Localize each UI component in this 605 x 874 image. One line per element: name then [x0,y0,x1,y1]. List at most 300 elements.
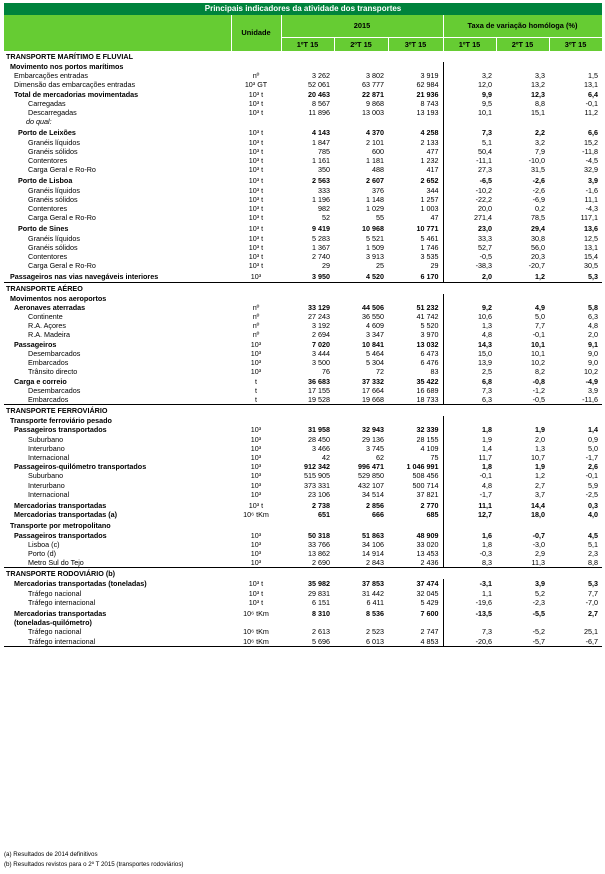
value-cell: 27 243 [308,312,330,322]
table-row [4,99,602,108]
rate-cell: 20,3 [531,252,545,262]
row-unit: 10³ [250,367,262,377]
rate-cell: 6,4 [588,89,599,99]
rate-cell: 2,7 [535,480,545,490]
row-unit: 10³ [250,558,262,568]
row-label: Transporte ferroviário pesado [10,416,112,426]
value-cell [281,519,334,530]
value-cell: 47 [388,213,443,222]
table-row [4,453,602,462]
value-cell: 33 766 [308,539,330,549]
row-label: Passageiros-quilómetro transportados [14,462,147,472]
value-cell: 8 743 [388,99,443,108]
value-cell: 17 664 [362,385,384,395]
rate-cell [496,416,549,425]
rate-cell: 27,3 [478,165,492,175]
row-label: Contentores [28,156,68,166]
rate-cell: 271,4 [474,213,492,223]
rate-cell: 8,3 [482,558,492,568]
row-label: Internacional [28,452,70,462]
value-cell: 2 694 [312,330,330,340]
rate-cell: 5,3 [588,579,599,589]
row-label: Movimento nos portos marítimos [10,62,124,71]
table-row [4,531,602,540]
table-row [4,330,602,339]
row-unit: t [255,376,257,386]
row-label: Internacional [28,489,70,499]
table-row [4,425,602,434]
rate-cell: 5,2 [535,588,545,598]
value-cell: 912 342 [304,462,330,472]
rate-cell: 2,7 [588,608,599,618]
table-row [4,156,602,165]
value-cell: 17 155 [308,385,330,395]
value-cell: 417 [388,165,443,174]
value-cell: 37 853 [362,579,384,589]
rate-cell: 11,7 [478,452,492,462]
rate-cell [443,294,496,303]
rate-cell: -13,5 [475,608,492,618]
value-cell: 515 905 [304,471,330,481]
rate-cell: 10,7 [531,452,545,462]
value-cell: 16 689 [388,386,443,395]
indicators-table [4,3,603,647]
value-cell: 5 429 [388,598,443,607]
rate-cell: 6,8 [482,376,492,386]
section-title: TRANSPORTE FERROVIÁRIO [4,405,602,417]
rate-cell: 50,4 [478,146,492,156]
value-cell: 5 521 [366,233,384,243]
rate-cell: -0,1 [479,471,492,481]
table-row [4,270,602,282]
rate-cell: 33,3 [478,233,492,243]
row-label: Suburbano [28,434,64,444]
value-cell: 1 181 [366,156,384,166]
row-label: Transporte por metropolitano [10,521,111,531]
row-unit: 10³ [250,530,262,540]
value-cell: 2 652 [388,174,443,185]
rate-cell: -1,7 [479,489,492,499]
row-unit: 10³ [250,480,262,490]
rate-cell: 30,8 [531,233,545,243]
rate-cell: 8,2 [535,367,545,377]
row-unit: 10³ t [248,194,264,204]
value-cell: 10 968 [362,224,384,234]
value-cell: 51 232 [388,303,443,312]
row-unit: nº [252,321,260,331]
value-cell: 1 746 [388,243,443,252]
value-cell: 4 853 [388,637,443,647]
rate-cell: 9,2 [482,302,492,312]
value-cell: 600 [372,146,384,156]
value-cell: 75 [388,453,443,462]
table-row [4,62,602,71]
value-cell: 6 476 [388,358,443,367]
value-cell: 5 304 [366,358,384,368]
value-cell [281,62,334,71]
row-unit: 10³ [250,539,262,549]
value-cell: 5 520 [388,321,443,330]
value-cell: 31 442 [362,588,384,598]
value-cell: 32 943 [362,425,384,435]
value-cell [334,294,388,303]
rate-cell: 12,3 [531,89,545,99]
row-label: Desembarcados [28,385,81,395]
rate-cell [549,618,602,627]
row-unit: 10³ t [248,204,264,214]
value-cell: 3 970 [388,330,443,339]
value-cell: 2 523 [366,627,384,637]
row-label: Continente [28,312,63,322]
footnotes [4,850,184,870]
row-label: Interurbano [28,443,65,453]
rate-cell: 1,1 [482,588,492,598]
rate-cell: 10,6 [478,312,492,322]
rate-cell [496,519,549,530]
row-unit: 10³ t [248,165,264,175]
rate-cell: 11,1 [584,194,599,204]
table-row [4,90,602,99]
rate-cell: -0,5 [479,252,492,262]
header-quarter: 3ºT 15 [388,38,443,52]
value-cell: 18 733 [388,395,443,405]
rate-cell: 2,9 [535,548,545,558]
value-cell: 2 436 [388,558,443,568]
value-cell: 34 514 [362,489,384,499]
value-cell: 76 [322,367,330,377]
rate-cell: 3,7 [535,489,545,499]
rate-cell: -6,5 [479,176,492,186]
value-cell: 3 192 [312,321,330,331]
value-cell [281,618,334,627]
table-row [4,607,602,618]
value-cell: 8 536 [366,608,384,618]
rate-cell: 7,3 [482,128,492,138]
rate-cell: 2,0 [482,272,492,282]
row-label: Passageiros transportados [14,530,107,540]
value-cell: 6 170 [388,270,443,282]
rate-cell: -19,6 [475,597,492,607]
value-cell: 9 868 [366,98,384,108]
rate-cell: -0,3 [479,548,492,558]
table-row [4,340,602,349]
value-cell: 34 106 [362,539,384,549]
value-cell: 13 003 [362,108,384,118]
row-label: Embarcados [28,394,69,404]
row-unit: 10⁶ tKm [243,510,269,520]
table-row [4,471,602,480]
row-label: Embarcações entradas [14,71,88,81]
rate-cell: -7,0 [585,597,599,607]
row-label: Total de mercadorias movimentadas [14,89,139,99]
rate-cell: 11,1 [478,500,492,510]
row-unit [231,294,281,303]
rate-cell: 9,0 [588,358,599,368]
value-cell: 37 821 [388,490,443,499]
rate-cell: 117,1 [580,213,599,223]
value-cell [281,416,334,425]
row-label: Granéis líquidos [28,233,80,243]
value-cell: 35 982 [308,579,330,589]
value-cell: 37 332 [362,376,384,386]
table-row [4,222,602,233]
value-cell: 9 419 [312,224,330,234]
table-row [4,213,602,222]
value-cell [388,618,443,627]
value-cell: 1 046 991 [388,462,443,471]
row-unit: 10³ [250,462,262,472]
value-cell: 83 [388,367,443,376]
value-cell: 13 193 [388,108,443,117]
row-unit: 10³ t [248,128,264,138]
table-row [4,462,602,471]
rate-cell: -2,5 [585,489,599,499]
table-row [4,80,602,89]
row-unit: nº [252,330,260,340]
section-row [4,405,602,417]
value-cell: 29 [388,261,443,270]
rate-cell: 13,9 [478,358,492,368]
table-row [4,252,602,261]
row-unit: 10³ t [248,224,264,234]
table-row [4,186,602,195]
rate-cell: -11,8 [582,146,599,156]
value-cell: 31 958 [308,425,330,435]
row-label: Porto de Leixões [18,128,76,138]
value-cell: 22 871 [362,89,384,99]
value-cell: 13 453 [388,549,443,558]
rate-cell [443,519,496,530]
rate-cell: 15,2 [584,137,599,147]
rate-cell: 7,3 [482,385,492,395]
value-cell: 5 696 [281,637,334,647]
rate-cell [549,62,602,71]
value-cell: 685 [388,510,443,519]
table-row [4,367,602,376]
value-cell: 333 [318,185,330,195]
rate-cell: 2,0 [588,330,599,340]
rate-cell: 4,8 [482,330,492,340]
value-cell: 344 [388,186,443,195]
row-unit [231,416,281,425]
table-row [4,549,602,558]
value-cell: 2 843 [366,558,384,568]
row-unit: 10³ [250,434,262,444]
value-cell: 14 914 [362,548,384,558]
footnote: (b) Resultados revistos para o 2º T 2015 (transportes rodoviários) [4,861,184,868]
rate-cell: 1,4 [588,425,599,435]
rate-cell: 4,9 [535,302,545,312]
table-row [4,126,602,137]
row-unit: 10³ [250,452,262,462]
value-cell: 52 061 [308,80,330,90]
rate-cell: -1,7 [585,452,599,462]
rate-cell [549,294,602,303]
value-cell: 21 936 [388,90,443,99]
value-cell: 11 896 [308,108,330,118]
rate-cell: 5,9 [588,480,599,490]
value-cell: 2 563 [312,176,330,186]
value-cell [388,519,443,530]
value-cell: 29 831 [308,588,330,598]
rate-cell: 23,0 [478,224,492,234]
rate-cell: 13,1 [584,80,599,90]
value-cell: 7 600 [388,607,443,618]
value-cell: 63 777 [362,80,384,90]
value-cell: 19 668 [362,394,384,404]
table-row [4,358,602,367]
rate-cell: -0,1 [585,98,599,108]
rate-cell: 9,9 [482,89,492,99]
value-cell: 62 984 [388,80,443,89]
table-row [4,510,602,519]
row-label: Passageiros transportados [14,425,107,435]
table-row [4,261,602,270]
table-row [4,435,602,444]
rate-cell: 6,3 [588,312,599,322]
rate-cell: -20,6 [443,637,496,647]
value-cell: 508 456 [388,471,443,480]
value-cell: 376 [372,185,384,195]
value-cell: 72 [376,367,384,377]
value-cell: 35 422 [388,377,443,386]
rate-cell: 10,1 [478,108,492,118]
row-label: Porto (d) [28,548,56,558]
rate-cell: 1,9 [535,425,545,435]
value-cell [388,117,443,126]
value-cell: 4 109 [388,444,443,453]
rate-cell: 5,1 [482,137,492,147]
header-unit: Unidade [231,15,281,51]
table-row [4,589,602,598]
table-row [4,117,602,126]
value-cell: 2 101 [366,137,384,147]
row-unit: 10³ [250,348,262,358]
row-unit: 10³ [250,272,262,282]
row-label: Movimentos nos aeroportos [10,293,107,303]
value-cell: 373 331 [304,480,330,490]
rate-cell: -11,6 [582,394,599,404]
row-label: Mercadorias transportadas [14,500,107,510]
rate-cell: 3,3 [535,71,545,81]
rate-cell: -22,2 [475,194,492,204]
row-label: Embarcados [28,358,69,368]
row-label: Descarregadas [28,108,77,118]
rate-cell: 8,8 [535,98,545,108]
rate-cell: 2,3 [588,548,599,558]
rate-cell: 8,8 [588,558,599,568]
row-label: R.A. Açores [28,321,66,331]
value-cell: 3 950 [312,272,330,282]
value-cell: 996 471 [358,462,384,472]
header-quarter: 2ºT 15 [334,38,388,52]
value-cell: 2 690 [312,558,330,568]
rate-cell: -20,7 [528,261,545,271]
row-unit: 10³ [250,358,262,368]
row-unit: 10³ t [248,176,264,186]
rate-cell: 14,3 [478,339,492,349]
table-row [4,312,602,321]
rate-cell: 12,0 [478,80,492,90]
table-row [4,618,602,627]
value-cell: 2 740 [312,252,330,262]
rate-cell [496,117,549,126]
rate-cell: 14,4 [531,500,545,510]
value-cell [388,62,443,71]
rate-cell: 3,2 [482,71,492,81]
row-unit: 10³ [250,443,262,453]
rate-cell: -0,1 [585,471,599,481]
rate-cell: -5,7 [496,637,549,647]
section-row [4,51,602,62]
value-cell: 1 367 [312,242,330,252]
value-cell [388,294,443,303]
value-cell: 4 520 [366,272,384,282]
value-cell: 3 745 [366,443,384,453]
row-label: Trânsito directo [28,367,78,377]
value-cell: 4 609 [366,321,384,331]
value-cell: 55 [376,213,384,223]
value-cell: 6 473 [388,349,443,358]
value-cell: 7 020 [312,339,330,349]
value-cell: 20 463 [308,89,330,99]
rate-cell: 3,2 [535,137,545,147]
rate-cell: 12,5 [584,233,599,243]
rate-cell: 3,9 [535,579,545,589]
rate-cell [549,519,602,530]
row-label: Contentores [28,204,68,214]
row-unit: 10³ t [248,185,264,195]
table-row [4,321,602,330]
row-label: Mercadorias transportadas (a) [14,510,118,520]
value-cell: 1 847 [312,137,330,147]
rate-cell: 12,7 [478,510,492,520]
rate-cell: 4,0 [588,510,599,520]
rate-cell [549,117,602,126]
rate-cell: -4,5 [585,156,599,166]
row-label: Passageiros nas vias navegáveis interiores [10,272,159,282]
rate-cell: 29,4 [531,224,545,234]
table-body [4,51,602,646]
row-unit: 10³ t [248,98,264,108]
value-cell: 4 370 [366,128,384,138]
value-cell: 5 464 [366,348,384,358]
header-blank [4,15,231,51]
section-title: TRANSPORTE RODOVIÁRIO (b) [4,568,602,580]
value-cell: 432 107 [358,480,384,490]
value-cell: 350 [318,165,330,175]
value-cell: 6 013 [334,637,388,647]
rate-cell: -1,2 [532,385,545,395]
rate-cell: 78,5 [531,213,545,223]
row-label: Dimensão das embarcações entradas [14,80,136,90]
table-row [4,71,602,80]
value-cell: 1 232 [388,156,443,165]
rate-cell: 10,2 [531,358,545,368]
row-unit: 10³ t [248,261,264,271]
rate-cell: 15,1 [531,108,545,118]
rate-cell: 5,8 [588,302,599,312]
rate-cell: -6,7 [549,637,602,647]
header-year: 2015 [281,15,443,38]
row-unit: 10⁶ tKm [243,608,269,618]
value-cell: 51 863 [362,530,384,540]
row-unit: 10³ t [248,233,264,243]
rate-cell: 0,2 [535,204,545,214]
rate-cell: 5,1 [588,539,599,549]
value-cell: 28 155 [388,435,443,444]
rate-cell: 10,1 [531,348,545,358]
